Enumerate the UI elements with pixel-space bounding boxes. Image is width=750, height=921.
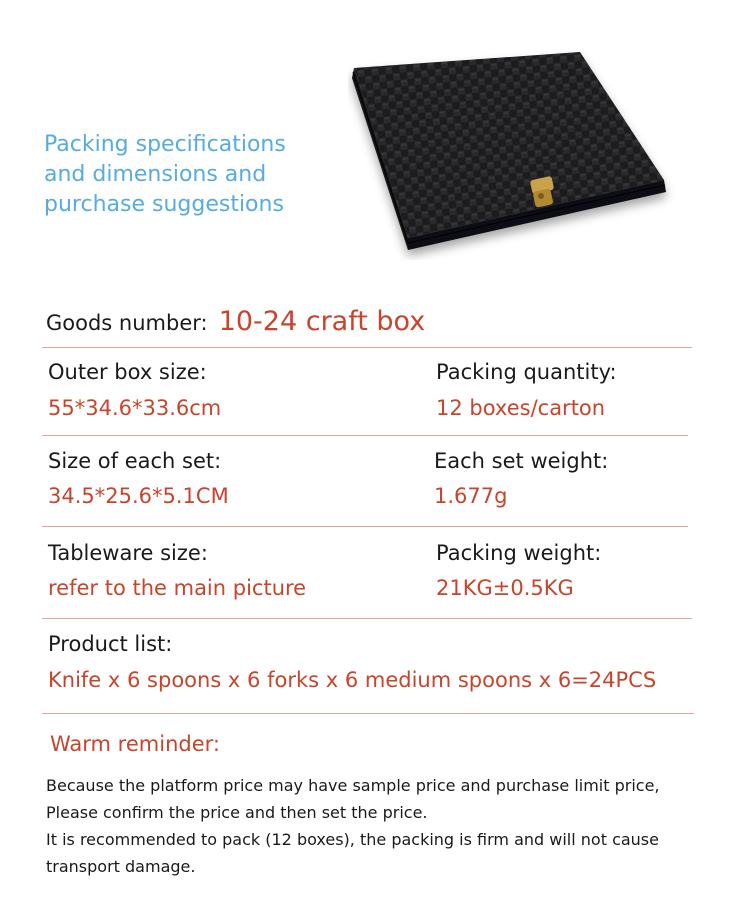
reminder-line: Please confirm the price and then set the price. — [46, 803, 428, 822]
divider — [42, 347, 692, 348]
set-weight-label: Each set weight: — [434, 449, 609, 473]
set-size-label: Size of each set: — [48, 449, 222, 473]
tableware-size-value: refer to the main picture — [48, 576, 307, 600]
page-heading — [44, 130, 344, 220]
set-weight-value: 1.677g — [434, 484, 508, 508]
outer-box-size-label: Outer box size: — [48, 360, 207, 384]
packing-weight-label: Packing weight: — [436, 541, 602, 565]
product-box-image — [348, 50, 680, 260]
reminder-line: transport damage. — [46, 857, 196, 876]
product-list-label: Product list: — [48, 632, 173, 656]
reminder-line: It is recommended to pack (12 boxes), the packing is firm and will not cause — [46, 830, 659, 849]
packing-weight-value: 21KG±0.5KG — [436, 576, 574, 600]
product-list-value: Knife x 6 spoons x 6 forks x 6 medium spoons x 6=24PCS — [48, 668, 657, 692]
packing-quantity-label: Packing quantity: — [436, 360, 617, 384]
warm-reminder-title: Warm reminder: — [50, 732, 220, 756]
outer-box-size-value: 55*34.6*33.6cm — [48, 396, 222, 420]
tableware-size-label: Tableware size: — [48, 541, 208, 565]
heading-line-3: purchase suggestions — [44, 192, 284, 217]
goods-number-row — [46, 306, 425, 337]
set-size-value: 34.5*25.6*5.1CM — [48, 484, 229, 508]
goods-number-label: Goods number: — [46, 311, 208, 335]
reminder-line: Because the platform price may have sample price and purchase limit price, — [46, 776, 660, 795]
divider — [42, 435, 688, 436]
heading-line-1: Packing specifications — [44, 132, 286, 157]
divider — [42, 713, 694, 714]
divider — [42, 618, 692, 619]
goods-number-value: 10-24 craft box — [218, 306, 426, 337]
heading-line-2: and dimensions and — [44, 162, 267, 187]
packing-quantity-value: 12 boxes/carton — [436, 396, 606, 420]
warm-reminder-text — [46, 772, 726, 880]
divider — [42, 526, 688, 527]
